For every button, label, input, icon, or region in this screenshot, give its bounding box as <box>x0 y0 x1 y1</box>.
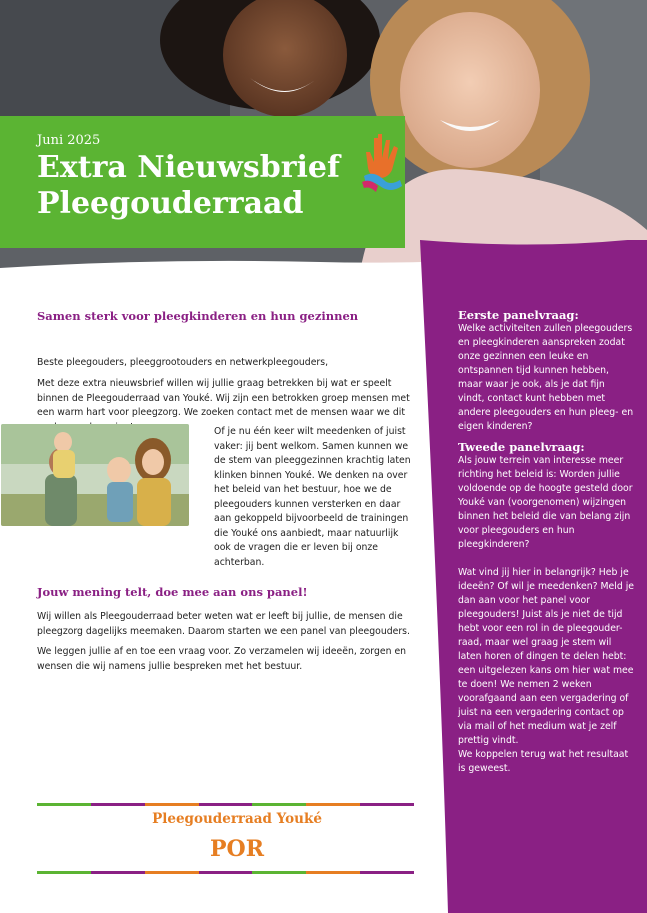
panel-paragraph-2: We leggen jullie af en toe een vraag voor. Zo verzamelen wij ideeën, zorgen en wensen die wij namens jullie bespreken met het bestuur. <box>37 646 407 672</box>
footer-org-name: Pleegouderraad Youké <box>152 811 322 827</box>
involvement-paragraph: Of je nu één keer wilt meedenken of juist vaker: jij bent welkom. Samen kunnen we de stem van pleeggezinnen krachtig laten klinken binnen Youké. We denken na over het beleid van het bestuur, hoe we de pleegouders kunnen versterken en daar aan gekoppeld bijvoorbeeld de trainingen die Youké ons aanbiedt, maar natuurlijk ook de vragen die er leven bij onze achterban. <box>214 426 411 568</box>
question2-heading: Tweede panelvraag: <box>458 440 585 454</box>
footer-rule-top <box>37 803 414 806</box>
title-line-2: Pleegouderraad <box>37 186 304 221</box>
sidebar-content <box>458 308 634 782</box>
title-line-1: Extra Nieuwsbrief <box>37 150 340 185</box>
question1-heading: Eerste panelvraag: <box>458 308 579 322</box>
closing-text: We koppelen terug wat het resultaat is geweest. <box>458 749 629 774</box>
question2-text: Als jouw terrein van interesse meer richting het beleid is: Worden jullie voldoende op de hoogte gesteld door Youké van (voorgenomen) wijzingen binnen het beleid die van belang zijn voor pleegouders en hun pleegkinderen? <box>458 455 633 550</box>
newsletter-title <box>37 150 377 222</box>
colorful-hands-icon <box>360 130 404 194</box>
intro-heading: Samen sterk voor pleegkinderen en hun gezinnen <box>37 309 359 323</box>
call-to-action-text: Wat vind jij hier in belangrijk? Heb je ideeën? Of wil je meedenken? Meld je dan aan voor het panel voor pleegouders! Juist als je niet de tijd hebt voor een rol in de pleegouder-raad, maar wel graag je stem wil laten horen of dingen te delen hebt: een uitgelezen kans om hier wat mee te doen! We nemen 2 weken voorafgaand aan een vergadering of juist na een vergadering contact op via mail of het medium wat je zelf prettig vindt. <box>458 567 635 746</box>
footer-rule-bottom <box>37 871 414 874</box>
panel-heading: Jouw mening telt, doe mee aan ons panel! <box>37 585 308 599</box>
salutation: Beste pleegouders, pleeggrootouders en netwerkpleegouders, <box>37 357 329 368</box>
family-photo <box>1 424 189 526</box>
issue-date: Juni 2025 <box>37 133 101 148</box>
intro-paragraph: Met deze extra nieuwsbrief willen wij jullie graag betrekken bij wat er speelt binnen de Pleegouderraad van Youké. Wij zijn een betrokken groep mensen met een warm hart voor pleegzorg. We zoeken contact met de mensen waar we dit <box>37 378 410 418</box>
panel-paragraph-1: Wij willen als Pleegouderraad beter weten wat er leeft bij jullie, de mensen die pleegzorg dagelijks meemaken. Daarom starten we een panel van pleegouders. <box>37 611 410 637</box>
family-photo-illustration <box>1 424 189 526</box>
question1-text: Welke activiteiten zullen pleegouders en pleegkinderen aanspreken zodat onze gezinnen een leuke en ontspannen tijd kunnen hebben, maar waar je ook, als je dat fijn vindt, contact kunt hebben met andere pleegouders en hun pleeg- en eigen kinderen? <box>458 323 634 432</box>
hero-photo <box>0 0 647 272</box>
footer-abbreviation: POR <box>210 836 264 862</box>
